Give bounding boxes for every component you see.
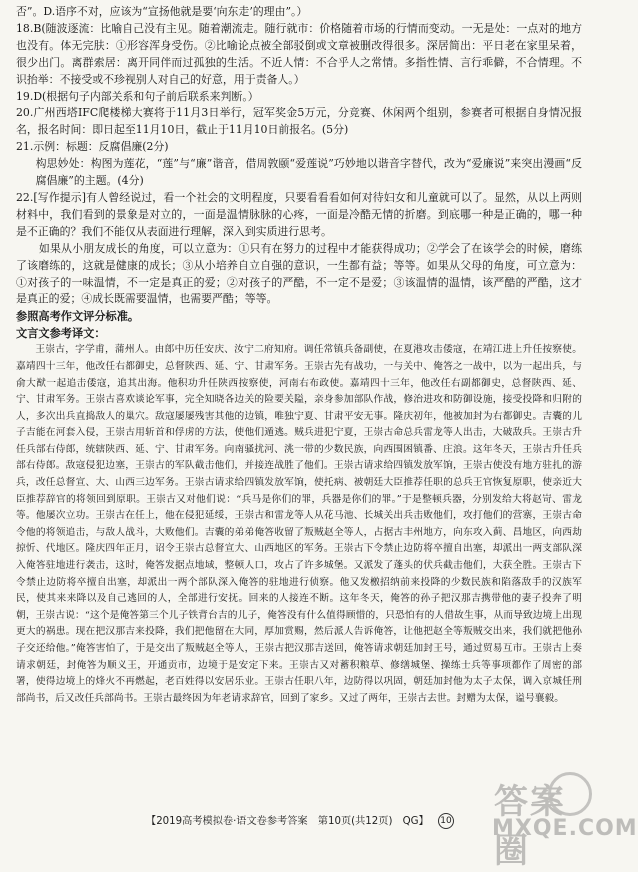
page-footer (0, 812, 600, 829)
footer-title: 【2019高考模拟卷·语文卷参考答案 第10页(共12页) QG】 (146, 816, 429, 827)
watermark-line2: MXQE.COM (492, 816, 638, 841)
watermark-line1: 答案圈 (494, 782, 566, 871)
answer-20: 20.广州西塔IFC爬楼梯大赛将于11月3日举行，冠军奖金5万元，分竞赛、休闲两个组别，参赛者可根据自身情况报名，报名时间：即日起至11月10日，截止于11月10日前报名。(5分) (16, 106, 582, 137)
page-number-badge: 10 (438, 813, 454, 829)
answer-page (16, 4, 582, 707)
section-title-standard: 参照高考作文评分标准。 (16, 309, 140, 324)
answer-18: 18.B(随波逐流：比喻自己没有主见。随着潮流走。随行就市：价格随着市场的行情而变动。一无是处：一点对的地方也没有。体无完肤：①形容浑身受伤。②比喻论点被全部驳倒或文章被删改得很多。深居简出：平日老在家里呆着，很少出门。离群索居：离开同伴而过孤独的生活。不近人情：不合乎人之常情。多指性情、言行乖僻，不合情理。不识抬举：不接受或不珍视别人对自己的好意，用于责备人。） (16, 21, 582, 86)
answer-21-idea: 构思妙处：构图为莲花，“莲”与“廉”谐音，借周敦颐“爱莲说”巧妙地以谐音字替代，改为“爱廉说”来突出漫画“反腐倡廉”的主题。(4分) (35, 157, 582, 188)
translation-text: 王崇古，字学甫，蒲州人。由郎中历任安庆、汝宁二府知府。调任常镇兵备副使，在夏港攻击倭寇，在靖江进上升任按察使。嘉靖四十三年，他改任右都御史，总督陕西、延、宁、甘肃军务。王崇古先有战功，一与关中、俺答之一战中，以为一起出兵，与俞大猷一起追击倭寇，追其出海。他积功升任陕西按察使，河南右布政使。嘉靖四十三年，他改任右副都御史，总督陕西、延、宁、甘肃军务。王崇古喜欢谈论军事，完全知晓各边关的险要关隘，亲身参加部队作战，修治进攻和防御设施，接受投降和归附的人，多次出兵直捣敌人的巢穴。敌寇屡屡残害其他的边镇，唯独宁夏、甘肃平安无事。隆庆初年，他被加封为右都御史。吉囊的儿子吉能在河套入侵，王崇古用斩首和俘虏的方法，使他们遁逃。贼兵进犯宁夏，王崇古命总兵雷龙等人出击，大破敌兵。王崇古升任兵部右侍郎，统辖陕西、延、宁、甘肃军务。向南骚扰河、洮一带的少数民族，向西围困镇番、庄浪。这年冬天，王崇古升任兵部右侍郎。敌寇侵犯边塞，王崇古的军队截击他们，并接连战胜了他们。王崇古请求给四镇发放军饷，王崇古使没有地方驻扎的游兵，改任总督宣、大、山西三边军务。王崇古请求给四镇发放军饷，使托病、被朝廷大臣推荐任职的总兵王官恢复原职，使亲近大臣推荐辞官的将领回到原职。王崇古又对他们说：“兵马是你们的罪，兵器是你们的罪。”于是整顿兵器，分别发给大将赵岢、雷龙等。他屡次立功。王崇古在任上，他在侵犯延绥，王崇古和雷龙等人从花马池、长城关出兵击败他们，攻打他们的营寨，王崇古命令他的将领追击，与敌人战斗，大败他们。吉囊的弟弟俺答收留了叛贼赵全等人，占据古丰州地方，向东攻入蓟、昌地区，向西劫掠忻、代地区。隆庆四年正月，诏令王崇古总督宣大、山西地区的军务。王崇古下令禁止边防将卒擅自出塞，却派出一两支部队深入俺答驻地进行袭击，这时，俺答发据点地域，整顿人口，攻占了许多城堡。又派发了蓬头的伏兵截击他们，大获全胜。王崇古下令禁止边防将卒擅自出塞，却派出一两个部队深入俺答的驻地进行侦察。他又发檄招纳前来投降的少数民族和陷落敌手的汉族军民，使其来来降以及自己逃回的人，全部进行安抚。回来的人接连不断。这年冬天，俺答的孙子把汉那吉携带他的妻子投奔了明朝，王崇古说：“这个是俺答第三个儿子铁背台吉的儿子，俺答没有什么值得顾惜的，只恐怕有的人借故生事，从而导致边境上出现更大的祸患。现在把汉那吉来投降，我们把他留在大同，厚加赏赐，然后派人告诉俺答，让他把赵全等叛贼交出来，我们就把他孙子交还给他。”俺答害怕了，于是交出了叛贼赵全等人，王崇古把汉那吉送回，俺答请求朝廷加封王号，通过贸易互市。王崇古上奏请求朝廷，封俺答为顺义王，开通贡市，边境于是安定下来。王崇古又对蓄积粮草、修缮城堡、操练士兵等事项都作了周密的部署，使得边境上的烽火不再燃起，老百姓得以安居乐业。王崇古任职八年，边防得以巩固，朝廷加封他为太子太保，调入京城任刑部尚书，后又改任兵部尚书。王崇古最终因为年老请求辞官，回到了家乡。又过了两年，王崇古去世。封赠为太保，谥号襄毅。 (16, 344, 582, 704)
watermark-logo (486, 772, 638, 871)
answer-22-prompt: 22.[写作提示]有人曾经说过，看一个社会的文明程度，只要看看看如何对待妇女和儿童就可以了。显然，从以上两则材料中，我们看到的景象是对立的，一面是温情脉脉的心疼，一面是冷酷无情的折磨。到底哪一种是正确的，哪一种是不正确的？我们不能仅从表面进行理解，深入到实质进行思考。 (16, 190, 582, 238)
answer-21-title: 21.示例：标题：反腐倡廉(2分) (16, 140, 169, 154)
section-title-translation: 文言文参考译文： (16, 326, 106, 341)
answer-19: 19.D(根据句子内部关系和句子前后联系来判断。） (16, 89, 259, 103)
answer-18-continued: 否”。D.语序不对，应该为“宣扬他就是要‘向东走’的理由”。） (16, 5, 308, 18)
answer-22-idea: 如果从小朋友成长的角度，可以立意为：①只有在努力的过程中才能获得成功；②学会了在该学会的时候，磨练了该磨练的，这就是健康的成长；③从小培养自立自强的意识，一生都有益；等等。如果从父母的角度，可立意为：①对孩子的一味温情，不一定是真正的爱；②对孩子的严酷，不一定不是爱；③该温情的温情，该严酷的严酷，这才是真正的爱；④成长既需要温情，也需要严酷；等等。 (16, 241, 582, 306)
